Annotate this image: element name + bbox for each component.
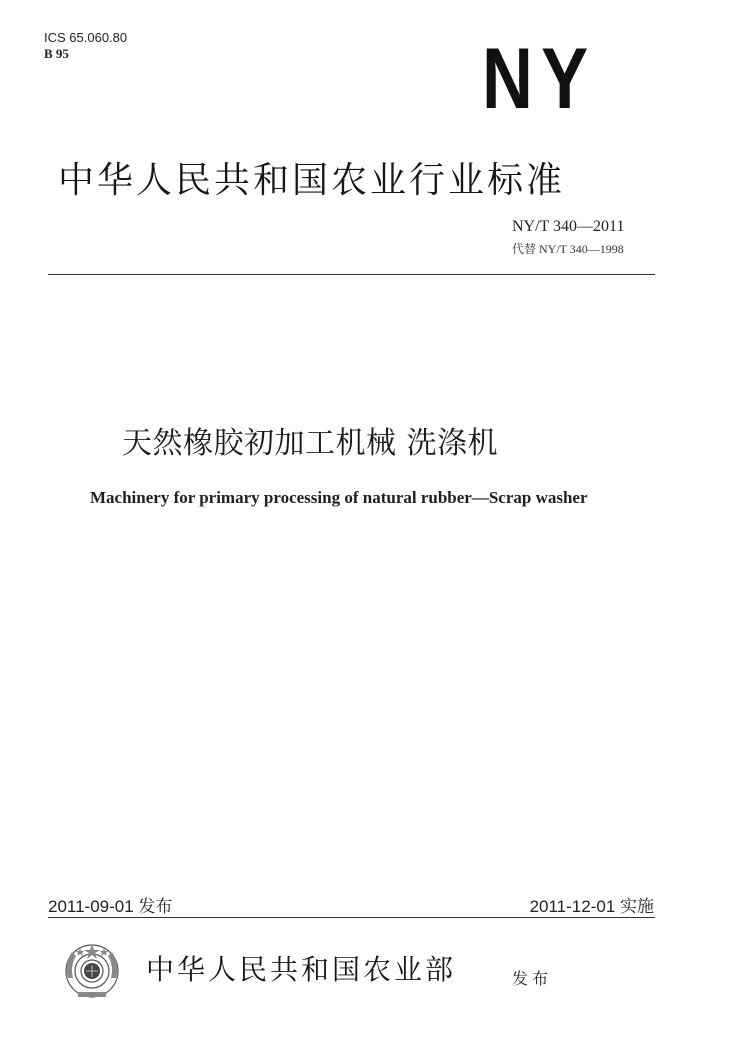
issuer-name: 中华人民共和国农业部 <box>146 953 457 986</box>
document-title-en: Machinery for primary processing of natural rubber—Scrap washer <box>90 488 588 507</box>
replaces-note: 代替 NY/T 340—1998 <box>512 242 624 256</box>
ccs-code: B 95 <box>44 46 69 61</box>
header-divider <box>48 274 655 275</box>
standard-number: NY/T 340—2011 <box>512 218 625 235</box>
national-emblem-icon <box>60 938 124 1002</box>
footer-divider <box>48 917 655 918</box>
document-title-zh: 天然橡胶初加工机械 洗涤机 <box>122 426 499 461</box>
publish-date: 2011-09-01 发布 <box>48 897 173 916</box>
standard-title: 中华人民共和国农业行业标准 <box>58 160 566 201</box>
classification-block <box>44 30 127 62</box>
ics-code: ICS 65.060.80 <box>44 30 128 45</box>
issuer-action: 发布 <box>512 969 553 988</box>
implement-date: 2011-12-01 实施 <box>529 897 654 916</box>
ny-logo: NY <box>482 31 597 127</box>
